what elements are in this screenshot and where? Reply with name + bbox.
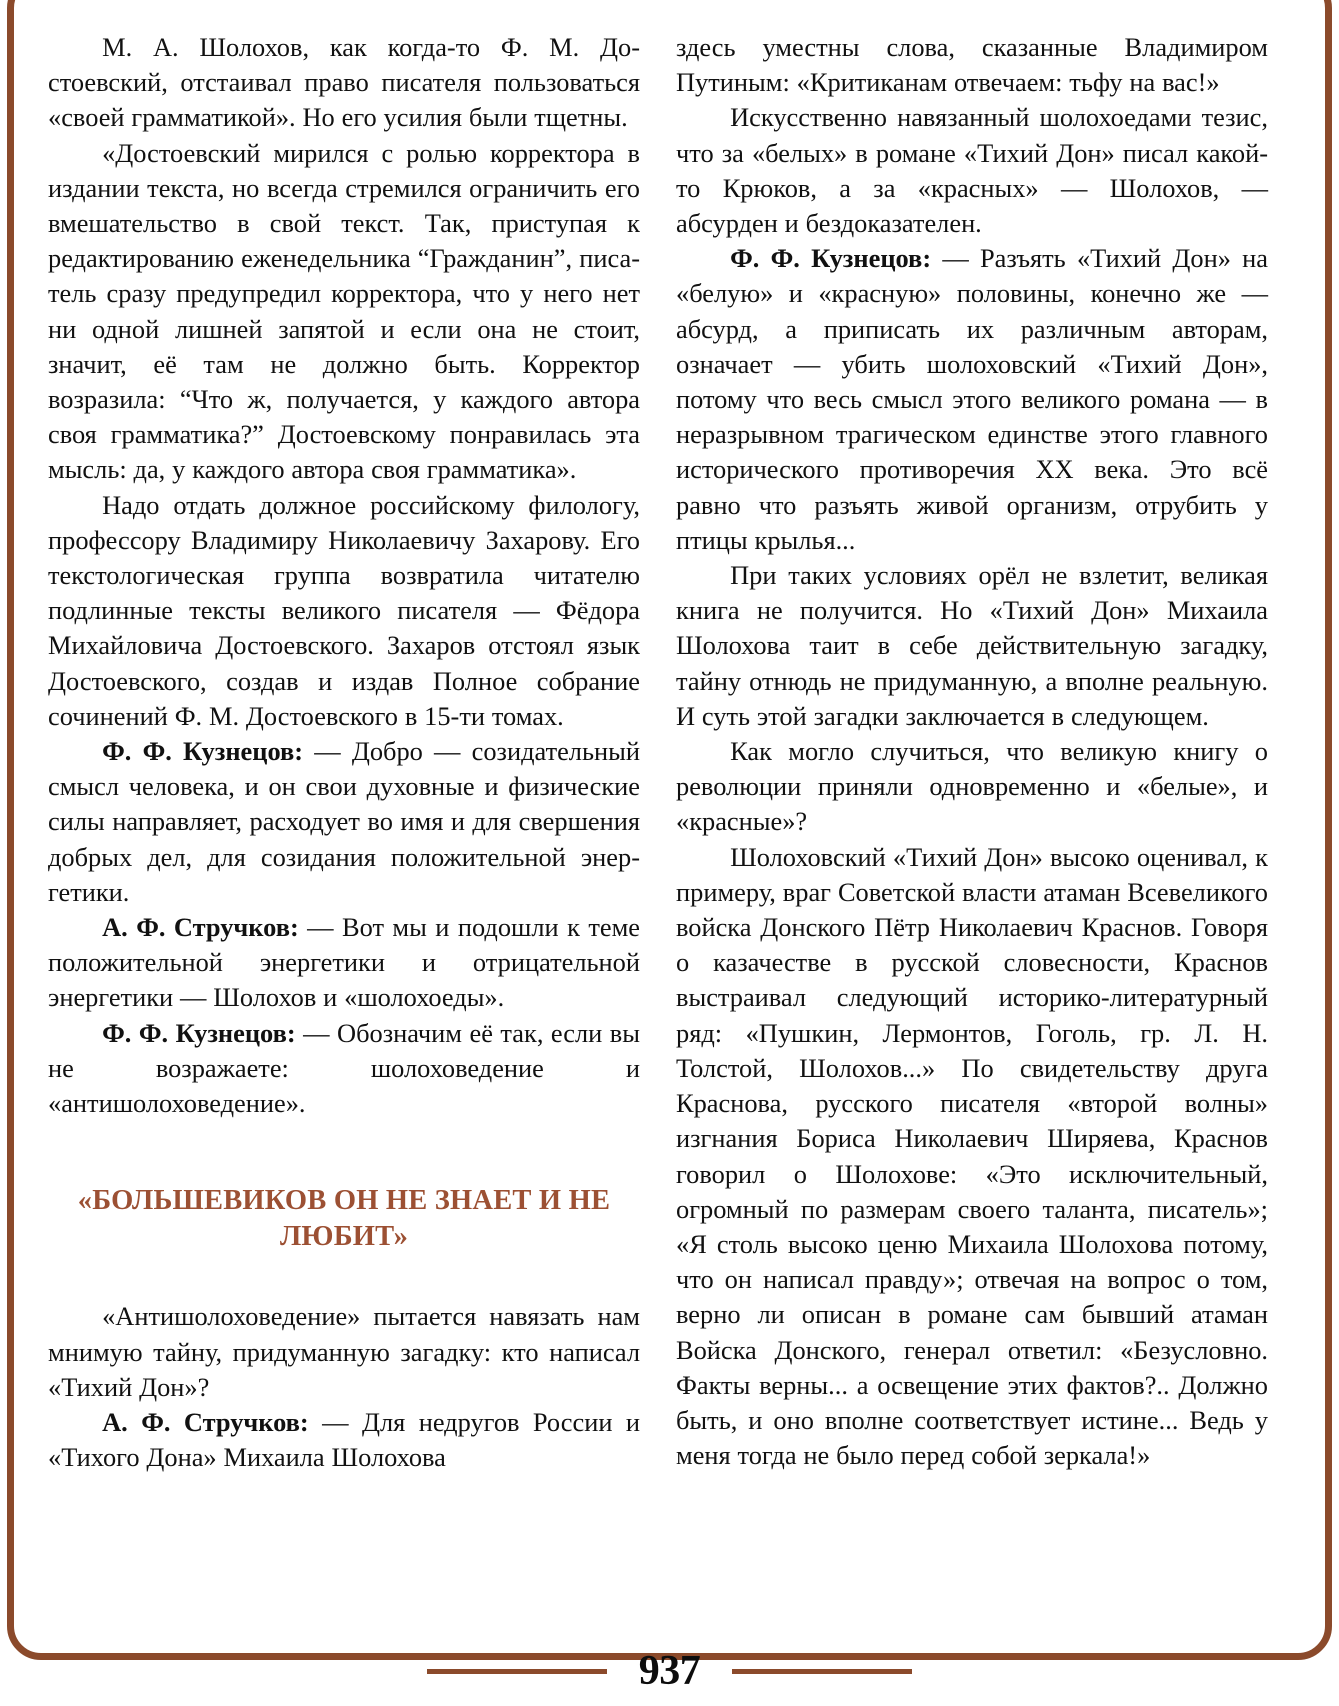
two-column-layout <box>48 30 1291 1530</box>
section-heading: «БОЛЬШЕВИКОВ ОН НЕ ЗНАЕТ И НЕ ЛЮБИТ» <box>77 1185 611 1253</box>
paragraph: Как могло случиться, что великую книгу о революции приняли одновременно и «белые», и «красные»? <box>676 736 1268 837</box>
paragraph-with-speaker <box>48 734 640 910</box>
speaker-text: — Для недругов России и «Тихого Дона» Михаила Шолохова <box>48 1406 640 1473</box>
paragraph-with-speaker <box>48 1016 640 1122</box>
paragraph-with-speaker <box>48 910 640 1016</box>
left-column <box>48 30 640 1530</box>
paragraph-with-speaker <box>676 241 1268 558</box>
speaker-text: — Добро — созидательный смысл человека, и он свои духовные и физические силы направляет, расходует во имя и для свершения добрых дел, для созидания положительной энергетики. <box>48 736 640 907</box>
footer-rule-right <box>732 1669 912 1674</box>
speaker-text: — Вот мы и подошли к теме положительной энергетики и отрицательной энергетики — Шолохов и «шолохоеды». <box>48 912 640 1013</box>
right-column <box>676 30 1268 1530</box>
footer-rule-left <box>427 1669 607 1674</box>
paragraph: «Антишолоховедение» пытается навязать нам мнимую тайну, придуманную загадку: кто написал «Тихий Дон»? <box>48 1301 640 1402</box>
speaker-name: Ф. Ф. Кузнецов: <box>102 736 304 767</box>
paragraph: М. А. Шолохов, как когда-то Ф. М. Достоевский, отстаивал право писателя пользоваться «своей грамматикой». Но его усилия были тщетны. <box>48 32 640 133</box>
speaker-name: Ф. Ф. Кузнецов: <box>730 243 932 274</box>
speaker-text: — Разъять «Тихий Дон» на «белую» и «красную» половины, конечно же — абсурд, а приписать их различным авторам, означает — убить шолоховский «Тихий Дон», потому что весь смысл этого великого романа — в неразрывном трагическом единстве этого главного исторического противоречия XX века. Это всё равно что разъять живой организм, отрубить у птицы крылья... <box>676 243 1268 555</box>
paragraph: Искусственно навязанный шолохоедами тезис, что за «белых» в романе «Тихий Дон» писал какой-то Крюков, а за «красных» — Шолохов, — абсурден и бездоказателен. <box>676 102 1268 239</box>
speaker-name: Ф. Ф. Кузнецов: <box>102 1017 296 1048</box>
paragraph: Шолоховский «Тихий Дон» высоко оценивал, к примеру, враг Советской власти атаман Всевеликого войска Донского Пётр Николаевич Краснов. Говоря о казачестве в русской словесности, Краснов выстраивал следующий историко-литературный ряд: «Пушкин, Лермонтов, Гоголь, гр. Л. Н. Толстой, Шолохов...» По свидетельству друга Краснова, русского писателя «второй волны» изгнания Бориса Николаевич Ширяева, Краснов говорил о Шолохове: «Это исключительный, огромный по размерам своего таланта, писатель»; «Я столь высоко ценю Михаила Шолохова потому, что он написал правду»; отвечая на вопрос о том, верно ли описан в романе сам бывший атаман Войска Донского, генерал ответил: «Безусловно. Факты верны... а освещение этих фактов?.. Должно быть, и оно вполне соответствует истине... Ведь у меня тогда не было перед собой зеркала!» <box>676 841 1268 1471</box>
page-number: 937 <box>638 1648 701 1694</box>
speaker-name: А. Ф. Стручков: <box>102 1406 309 1437</box>
page-footer <box>48 1650 1291 1692</box>
speaker-text: — Обозначим её так, если вы не возражаете: шолоховедение и «антишолоховедение». <box>48 1017 640 1119</box>
speaker-name: А. Ф. Стручков: <box>102 912 299 943</box>
paragraph-with-speaker <box>48 1405 640 1475</box>
paragraph: Надо отдать должное российскому филологу, профессору Владимиру Николаевичу Захарову. Его текстологическая группа возвратила читателю подлинные тексты великого писателя — Фёдора Михайловича Достоевского. Захаров отстоял язык Достоевского, создав и издав Полное собрание сочинений Ф. М. Достоевского в 15-ти томах. <box>48 489 640 731</box>
paragraph: «Достоевский мирился с ролью корректора в издании текста, но всегда стремился ограничить его вмешательство в свой текст. Так, приступая к редактированию еженедельника “Гражданин”, писатель сразу предупредил корректора, что у него нет ни одной лишней запятой и если она не стоит, значит, её там не должно быть. Корректор возразила: “Что ж, получается, у каждого автора своя грамматика?” Достоевскому понравилась эта мысль: да, у каждого автора своя грамматика». <box>48 137 640 485</box>
paragraph-continuation: здесь уместны слова, сказанные Владимиром Путиным: «Критиканам отвечаем: тьфу на вас!» <box>676 32 1268 98</box>
paragraph: При таких условиях орёл не взлетит, великая книга не получится. Но «Тихий Дон» Михаила Шолохова таит в себе действительную загадку, тайну отнюдь не придуманную, а вполне реальную. И суть этой загадки заключается в следующем. <box>676 560 1268 731</box>
